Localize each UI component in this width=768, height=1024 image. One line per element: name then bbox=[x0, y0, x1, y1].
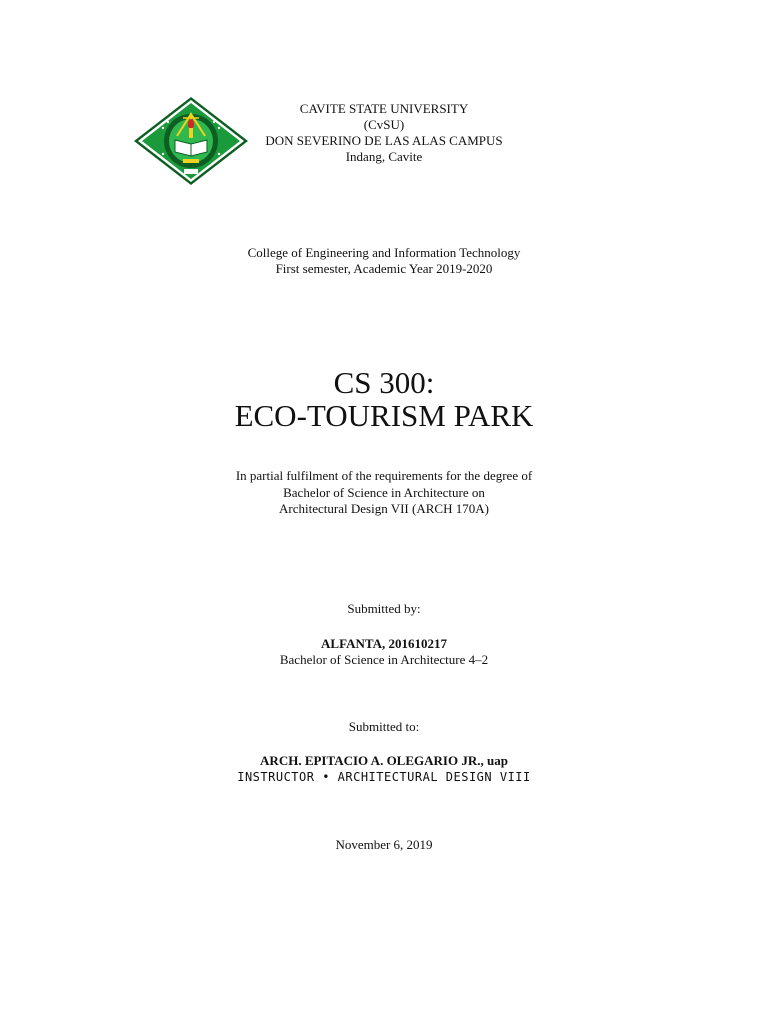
campus-name: DON SEVERINO DE LAS ALAS CAMPUS bbox=[265, 133, 503, 148]
document-title-code: CS 300: bbox=[333, 365, 435, 400]
university-name: CAVITE STATE UNIVERSITY bbox=[299, 101, 469, 116]
requirement-line-1: In partial fulfilment of the requirements for the degree of bbox=[235, 468, 533, 483]
campus-location: Indang, Cavite bbox=[345, 149, 423, 164]
submitted-to-label: Submitted to: bbox=[348, 719, 420, 734]
submitted-by-label: Submitted by: bbox=[347, 601, 421, 616]
instructor-name: ARCH. EPITACIO A. OLEGARIO JR., uap bbox=[260, 753, 508, 768]
student-program: Bachelor of Science in Architecture 4–2 bbox=[279, 652, 489, 667]
academic-term: First semester, Academic Year 2019-2020 bbox=[275, 261, 493, 276]
requirement-line-3: Architectural Design VII (ARCH 170A) bbox=[279, 501, 489, 516]
document-title: ECO-TOURISM PARK bbox=[234, 398, 534, 433]
instructor-position: INSTRUCTOR • ARCHITECTURAL DESIGN VIII bbox=[237, 770, 531, 784]
university-abbreviation: (CvSU) bbox=[363, 117, 405, 132]
college-name: College of Engineering and Information Technology bbox=[247, 245, 521, 260]
student-name: ALFANTA, 201610217 bbox=[321, 636, 447, 651]
submission-date: November 6, 2019 bbox=[335, 837, 433, 852]
requirement-line-2: Bachelor of Science in Architecture on bbox=[283, 485, 485, 500]
